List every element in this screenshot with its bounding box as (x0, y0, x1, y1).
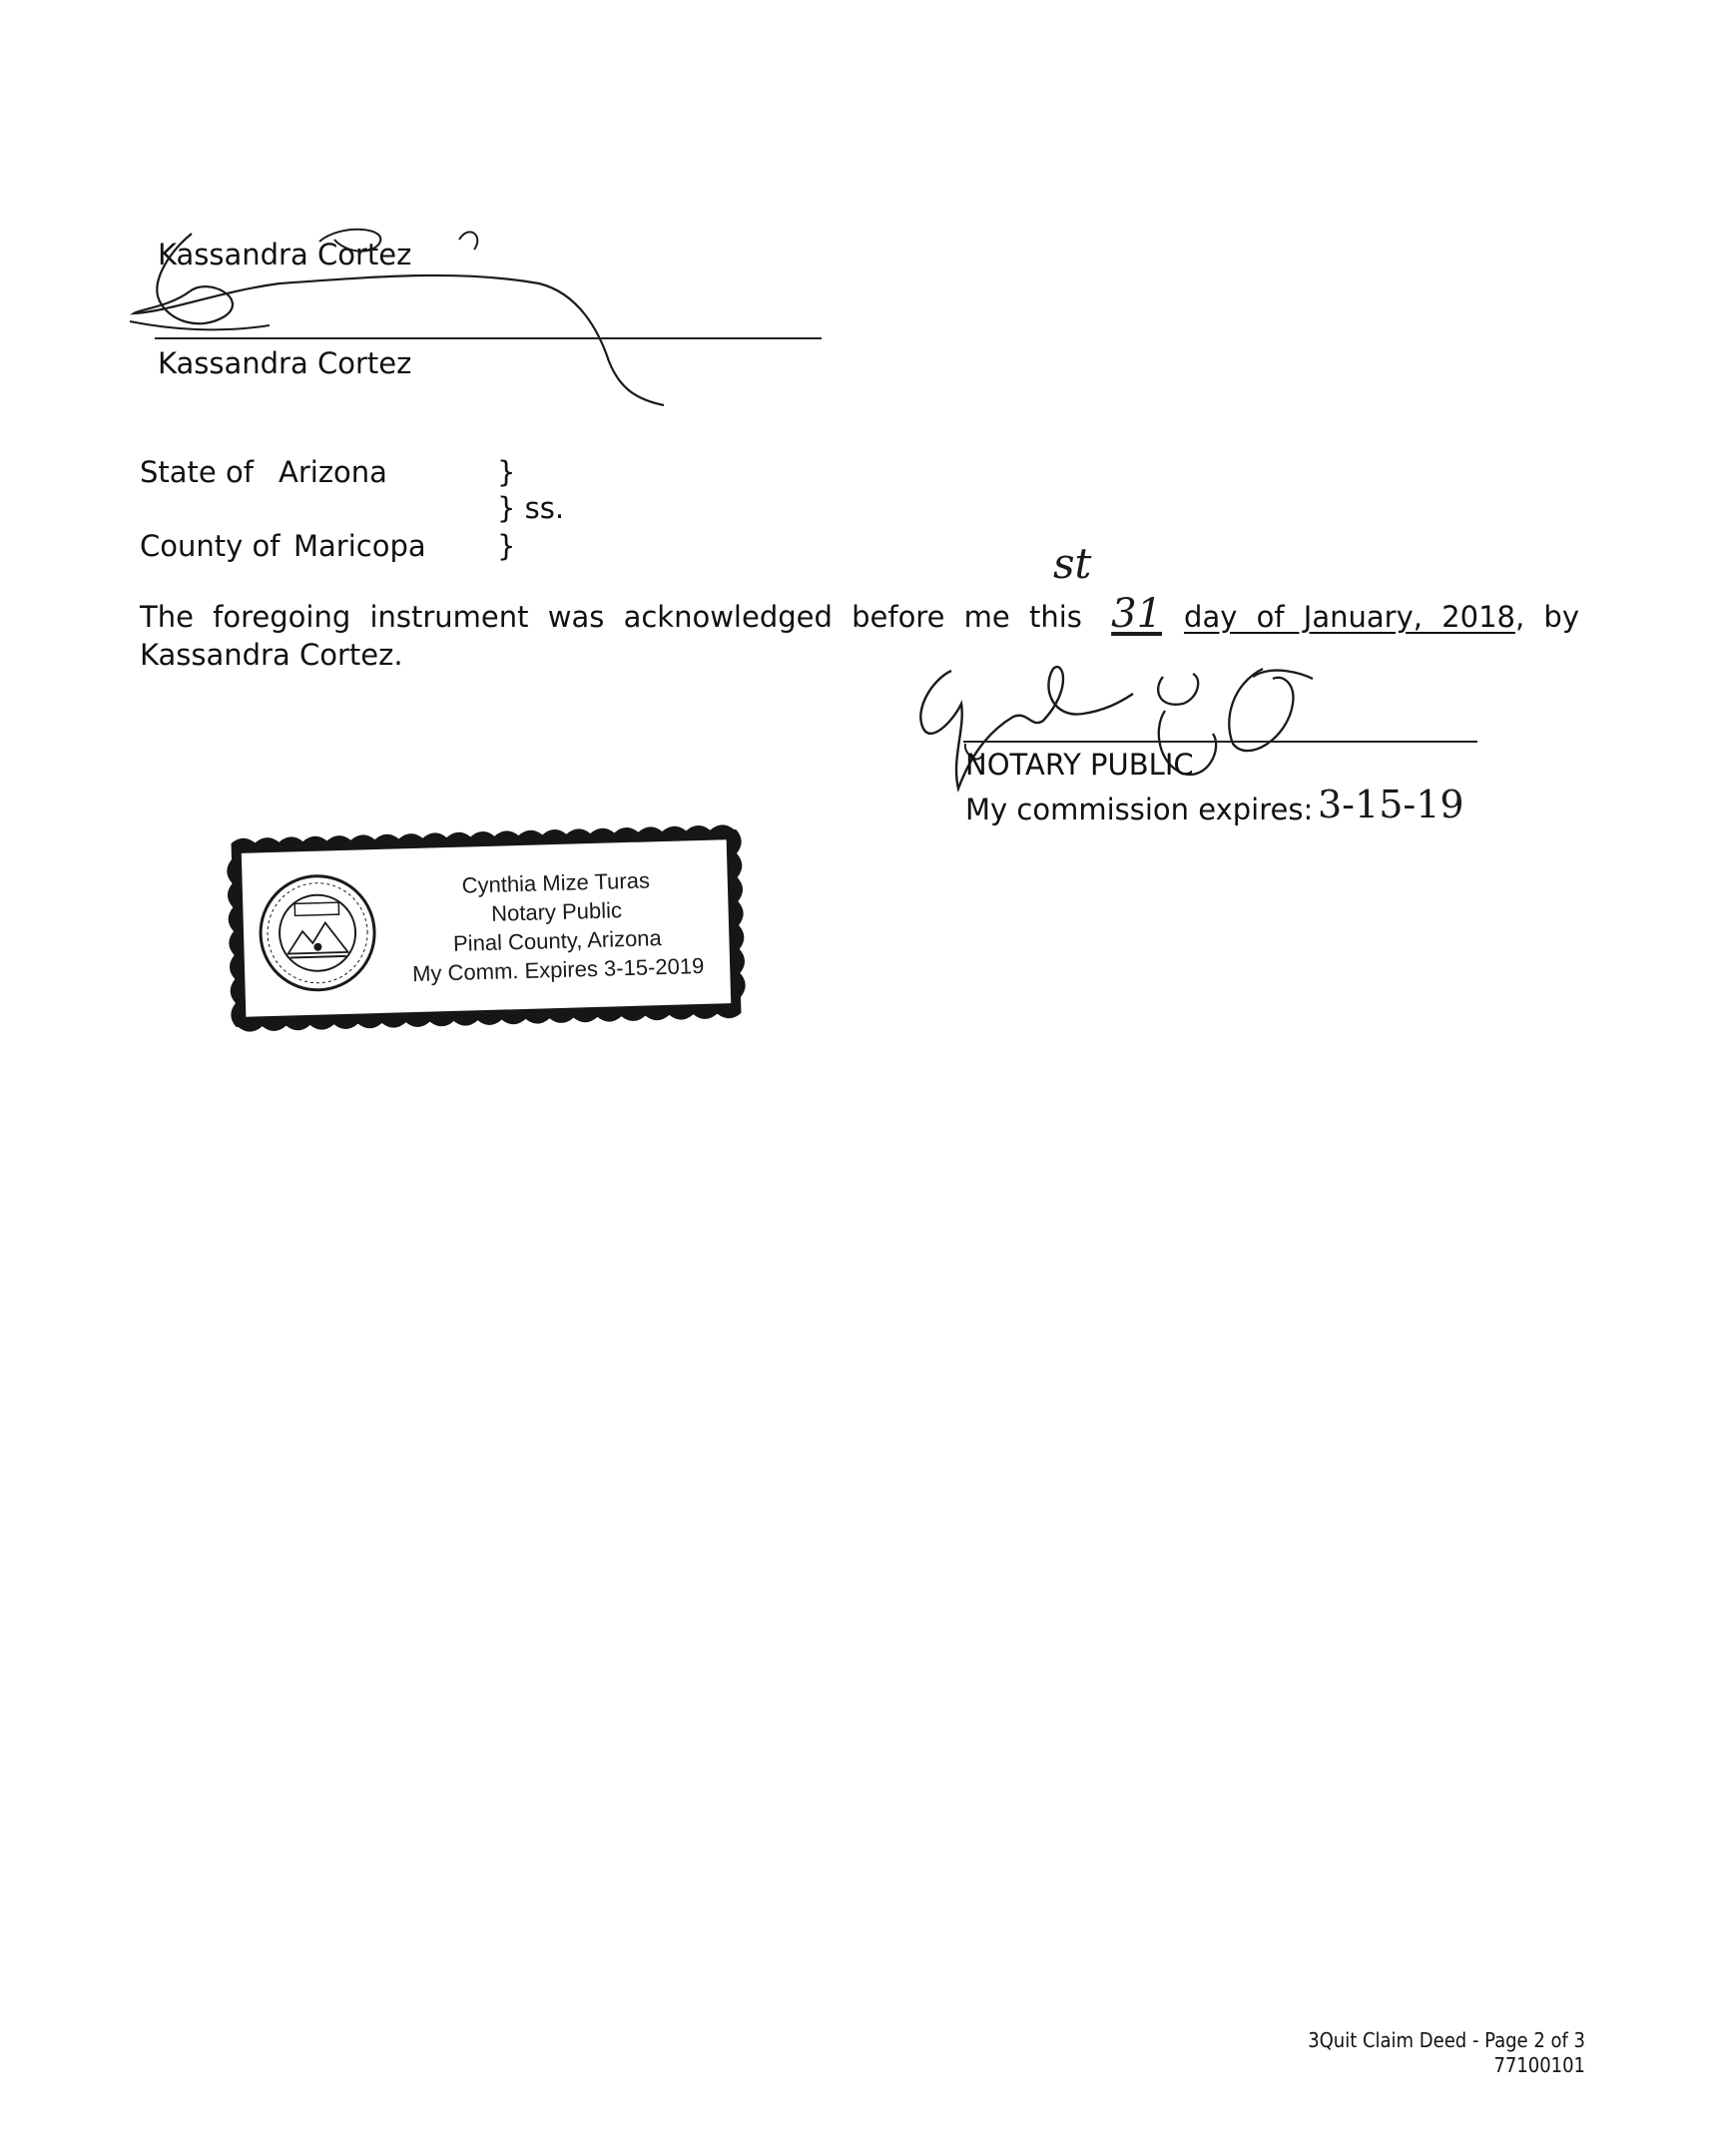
stamp-notary-title: Notary Public (490, 897, 623, 926)
notary-commission-handwritten: 3-15-19 (1318, 783, 1464, 826)
venue-brace-top: } (497, 455, 516, 489)
signer-name-below-line: Kassandra Cortez (158, 346, 412, 380)
state-value: Arizona (279, 455, 387, 489)
stamp-county: Pinal County, Arizona (452, 925, 663, 956)
signer-signature (130, 222, 669, 411)
acknowledgment-text-after: , by Kassandra Cortez. (140, 600, 1579, 672)
ss-label: } ss. (497, 491, 565, 525)
acknowledgment-paragraph (140, 591, 1579, 674)
handwritten-day: 31 (1111, 591, 1163, 637)
venue-brace-bottom: } (497, 529, 516, 563)
state-label: State of (140, 455, 254, 489)
notary-commission-label: My commission expires: (965, 793, 1314, 826)
acknowledgment-date-underlined: day of January, 2018 (1184, 600, 1515, 634)
stamp-notary-name: Cynthia Mize Turas (461, 867, 651, 898)
signer-name-above-line: Kassandra Cortez (158, 238, 412, 271)
county-value: Maricopa (293, 529, 426, 563)
stamp-expiration: My Comm. Expires 3-15-2019 (411, 952, 705, 987)
county-label: County of (140, 529, 281, 563)
acknowledgment-text-before: The foregoing instrument was acknowledged before me this (140, 600, 1082, 634)
seal-text-block (256, 871, 378, 994)
stamp-text-block (390, 863, 723, 988)
notary-stamp (225, 821, 747, 1035)
signer-signature-line (155, 337, 822, 339)
notary-title: NOTARY PUBLIC (965, 748, 1194, 782)
notary-signature-line (963, 741, 1477, 743)
notary-signature (903, 649, 1353, 808)
footer-document-number: 77100101 (1493, 2053, 1585, 2077)
footer-document-title: 3Quit Claim Deed - Page 2 of 3 (1308, 2028, 1585, 2052)
footer-block (1308, 2028, 1585, 2078)
handwritten-day-suffix: st (1053, 539, 1092, 588)
